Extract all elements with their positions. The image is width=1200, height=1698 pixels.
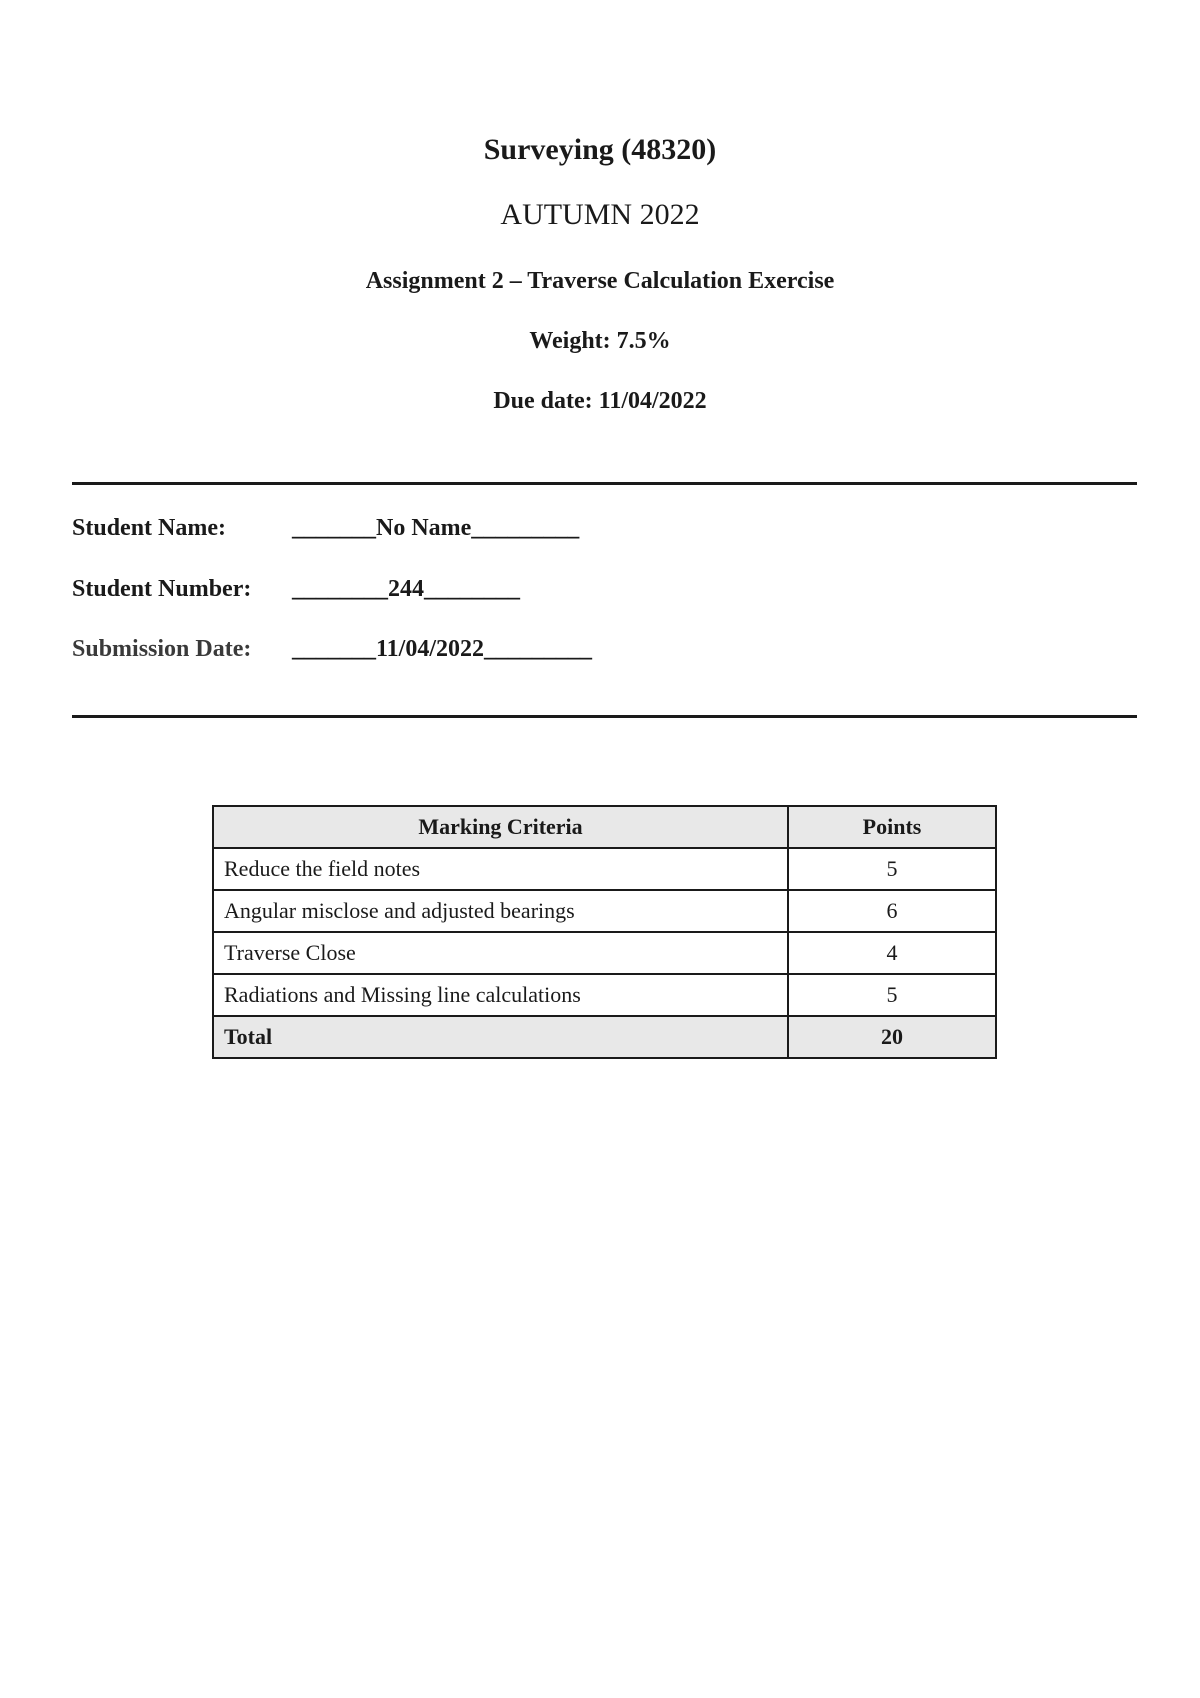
points-cell: 4 xyxy=(788,932,996,974)
points-cell: 5 xyxy=(788,848,996,890)
student-name-label: Student Name: xyxy=(72,515,226,541)
submission-date-label: Submission Date: xyxy=(72,636,252,662)
column-header-criteria: Marking Criteria xyxy=(213,806,788,848)
due-date-line: Due date: 11/04/2022 xyxy=(493,388,707,414)
student-name-field xyxy=(72,515,580,542)
table-row xyxy=(213,890,996,932)
points-cell: 5 xyxy=(788,974,996,1016)
student-number-value: ________244________ xyxy=(292,576,520,602)
total-row xyxy=(213,1016,996,1058)
submission-date-field xyxy=(72,636,593,663)
divider-top xyxy=(72,482,1137,485)
course-title: Surveying (48320) xyxy=(483,133,717,166)
table-row xyxy=(213,974,996,1016)
submission-date-value: _______11/04/2022_________ xyxy=(292,636,593,662)
table-row xyxy=(213,932,996,974)
total-label-cell: Total xyxy=(213,1016,788,1058)
term-heading: AUTUMN 2022 xyxy=(500,198,700,231)
student-number-field xyxy=(72,576,520,603)
table-header-row xyxy=(213,806,996,848)
criteria-cell: Angular misclose and adjusted bearings xyxy=(213,890,788,932)
column-header-points: Points xyxy=(788,806,996,848)
marking-criteria-table xyxy=(212,805,997,1059)
criteria-cell: Traverse Close xyxy=(213,932,788,974)
assignment-title: Assignment 2 – Traverse Calculation Exercise xyxy=(365,268,835,294)
criteria-cell: Reduce the field notes xyxy=(213,848,788,890)
student-name-value: _______No Name_________ xyxy=(292,515,580,541)
criteria-cell: Radiations and Missing line calculations xyxy=(213,974,788,1016)
points-cell: 6 xyxy=(788,890,996,932)
weight-line: Weight: 7.5% xyxy=(529,328,671,354)
student-number-label: Student Number: xyxy=(72,576,252,602)
divider-bottom xyxy=(72,715,1137,718)
table-row xyxy=(213,848,996,890)
total-points-cell: 20 xyxy=(788,1016,996,1058)
